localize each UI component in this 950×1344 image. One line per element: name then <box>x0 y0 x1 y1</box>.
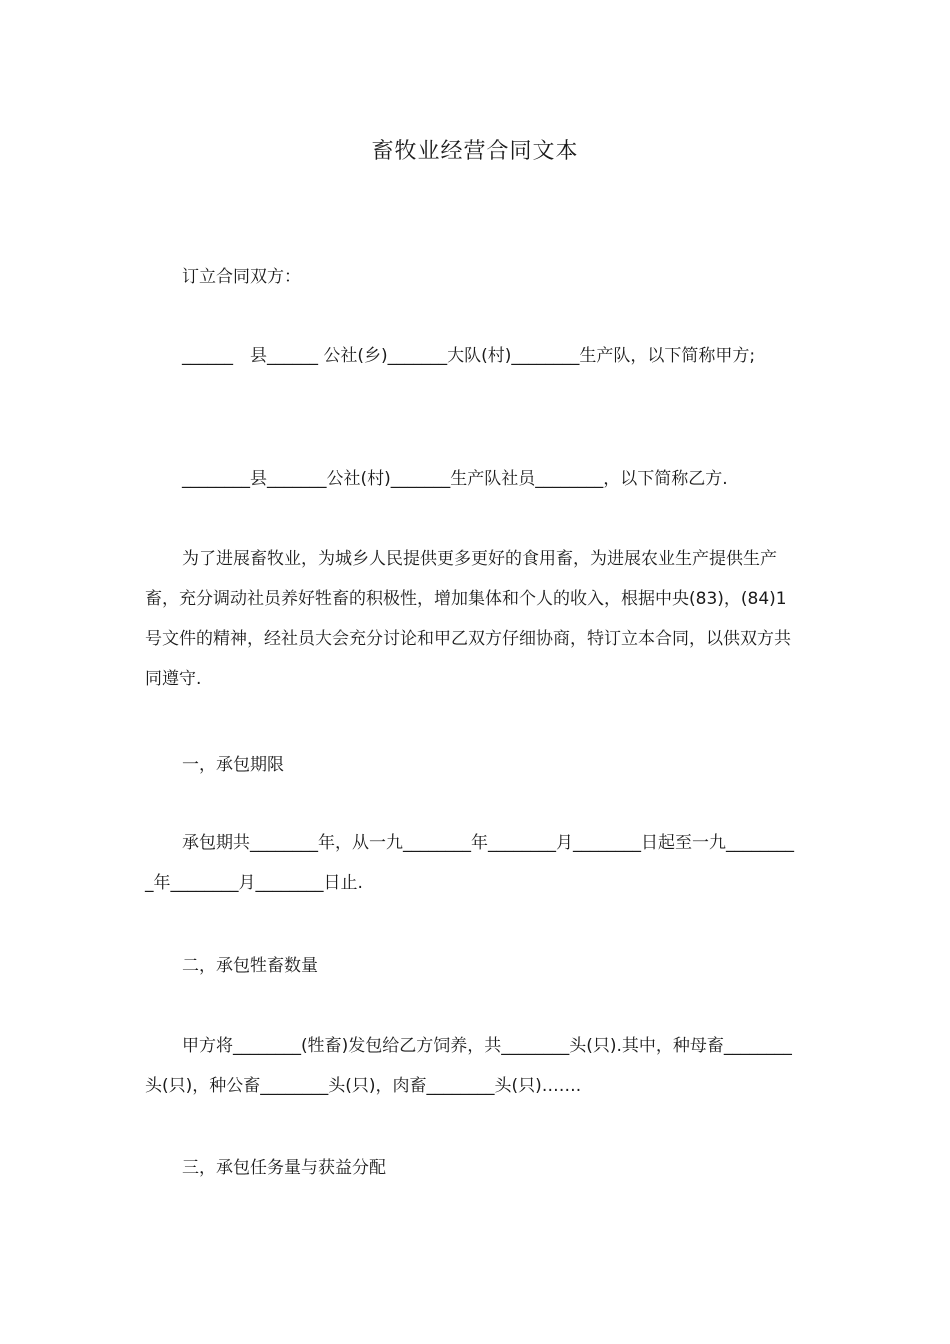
document-title: 畜牧业经营合同文本 <box>371 139 579 164</box>
party-a-paragraph: ______ 县______ 公社(乡)_______大队(村)________生产队，以下简称甲方; <box>182 346 756 366</box>
section1-heading: 一，承包期限 <box>182 755 284 775</box>
purpose-paragraph: 为了进展畜牧业，为城乡人民提供更多更好的食用畜，为进展农业生产提供生产畜，充分调动社员养好牲畜的积极性，增加集体和个人的收入，根据中央(83)，(84)1号文件的精神，经社员大会充分讨论和甲乙双方仔细协商，特订立本合同，以供双方共同遵守. <box>145 549 791 689</box>
party-b-paragraph: ________县_______公社(村)_______生产队社员________，以下简称乙方. <box>182 469 728 489</box>
section2-body: 甲方将________(牲畜)发包给乙方饲养，共________头(只).其中，种母畜________头(只)，种公畜________头(只)，肉畜________头(只)……. <box>145 1036 792 1096</box>
section1-body: 承包期共________年，从一九________年________月________日起至一九_________年________月________日止. <box>145 833 794 893</box>
section3-heading: 三，承包任务量与获益分配 <box>182 1158 386 1178</box>
contract-parties-intro: 订立合同双方： <box>182 267 301 287</box>
section2-heading: 二，承包牲畜数量 <box>182 956 318 976</box>
